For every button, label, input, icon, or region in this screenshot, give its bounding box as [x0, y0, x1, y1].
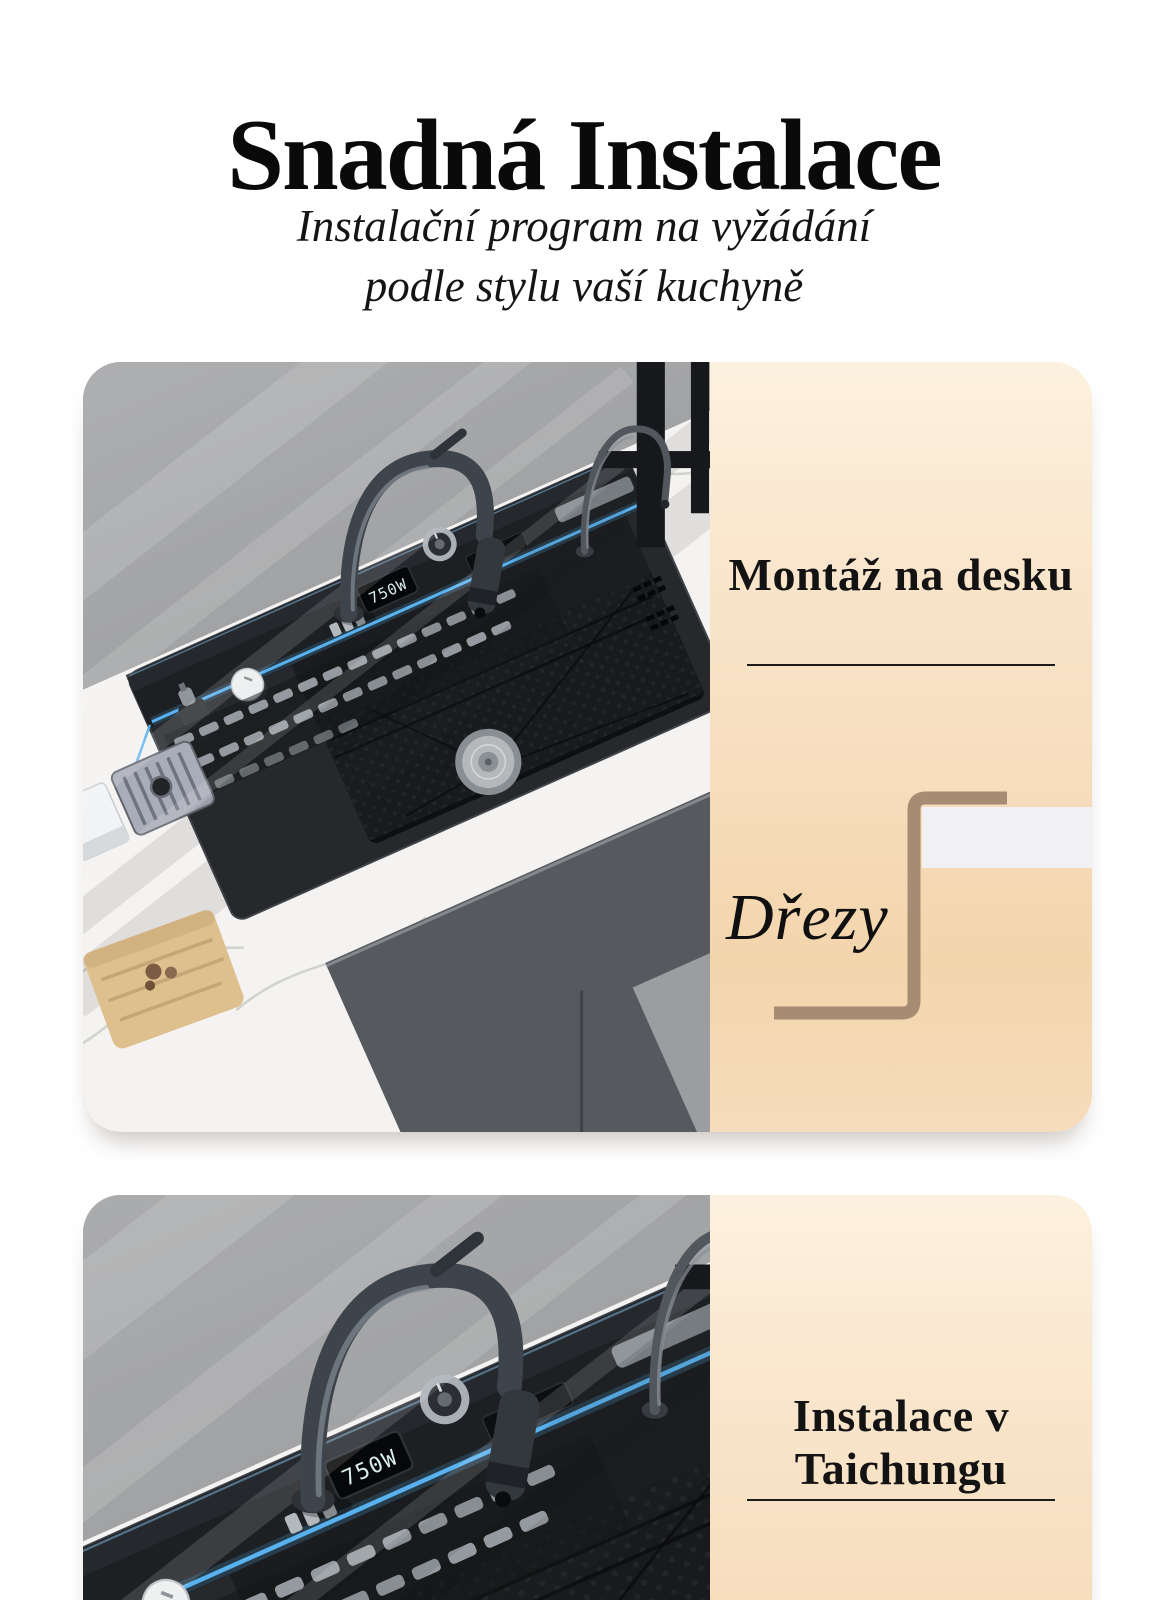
corner-bracket-graphic: [710, 362, 1092, 1132]
card-text-panel: [710, 1195, 1092, 1600]
sink-label: Dřezy: [726, 881, 889, 954]
install-card-countertop: [83, 362, 1092, 1132]
card-text-panel: [710, 362, 1092, 1132]
heading-divider: [747, 1499, 1055, 1501]
card-heading-line-2: Taichungu: [794, 1443, 1008, 1495]
card-heading-line-1: Instalace v: [792, 1390, 1010, 1442]
page-subtitle: [0, 196, 1168, 316]
sink-product-photo-closeup: [83, 1195, 710, 1600]
card-heading: [710, 1389, 1092, 1495]
sink-product-photo: [83, 362, 710, 1132]
subtitle-line-1: Instalační program na vyžádání: [296, 201, 872, 251]
page-title: Snadná Instalace: [227, 99, 941, 213]
card-heading: Montáž na desku: [728, 549, 1074, 601]
install-card-taichung: [83, 1195, 1092, 1600]
subtitle-line-2: podle stylu vaší kuchyně: [364, 261, 804, 311]
